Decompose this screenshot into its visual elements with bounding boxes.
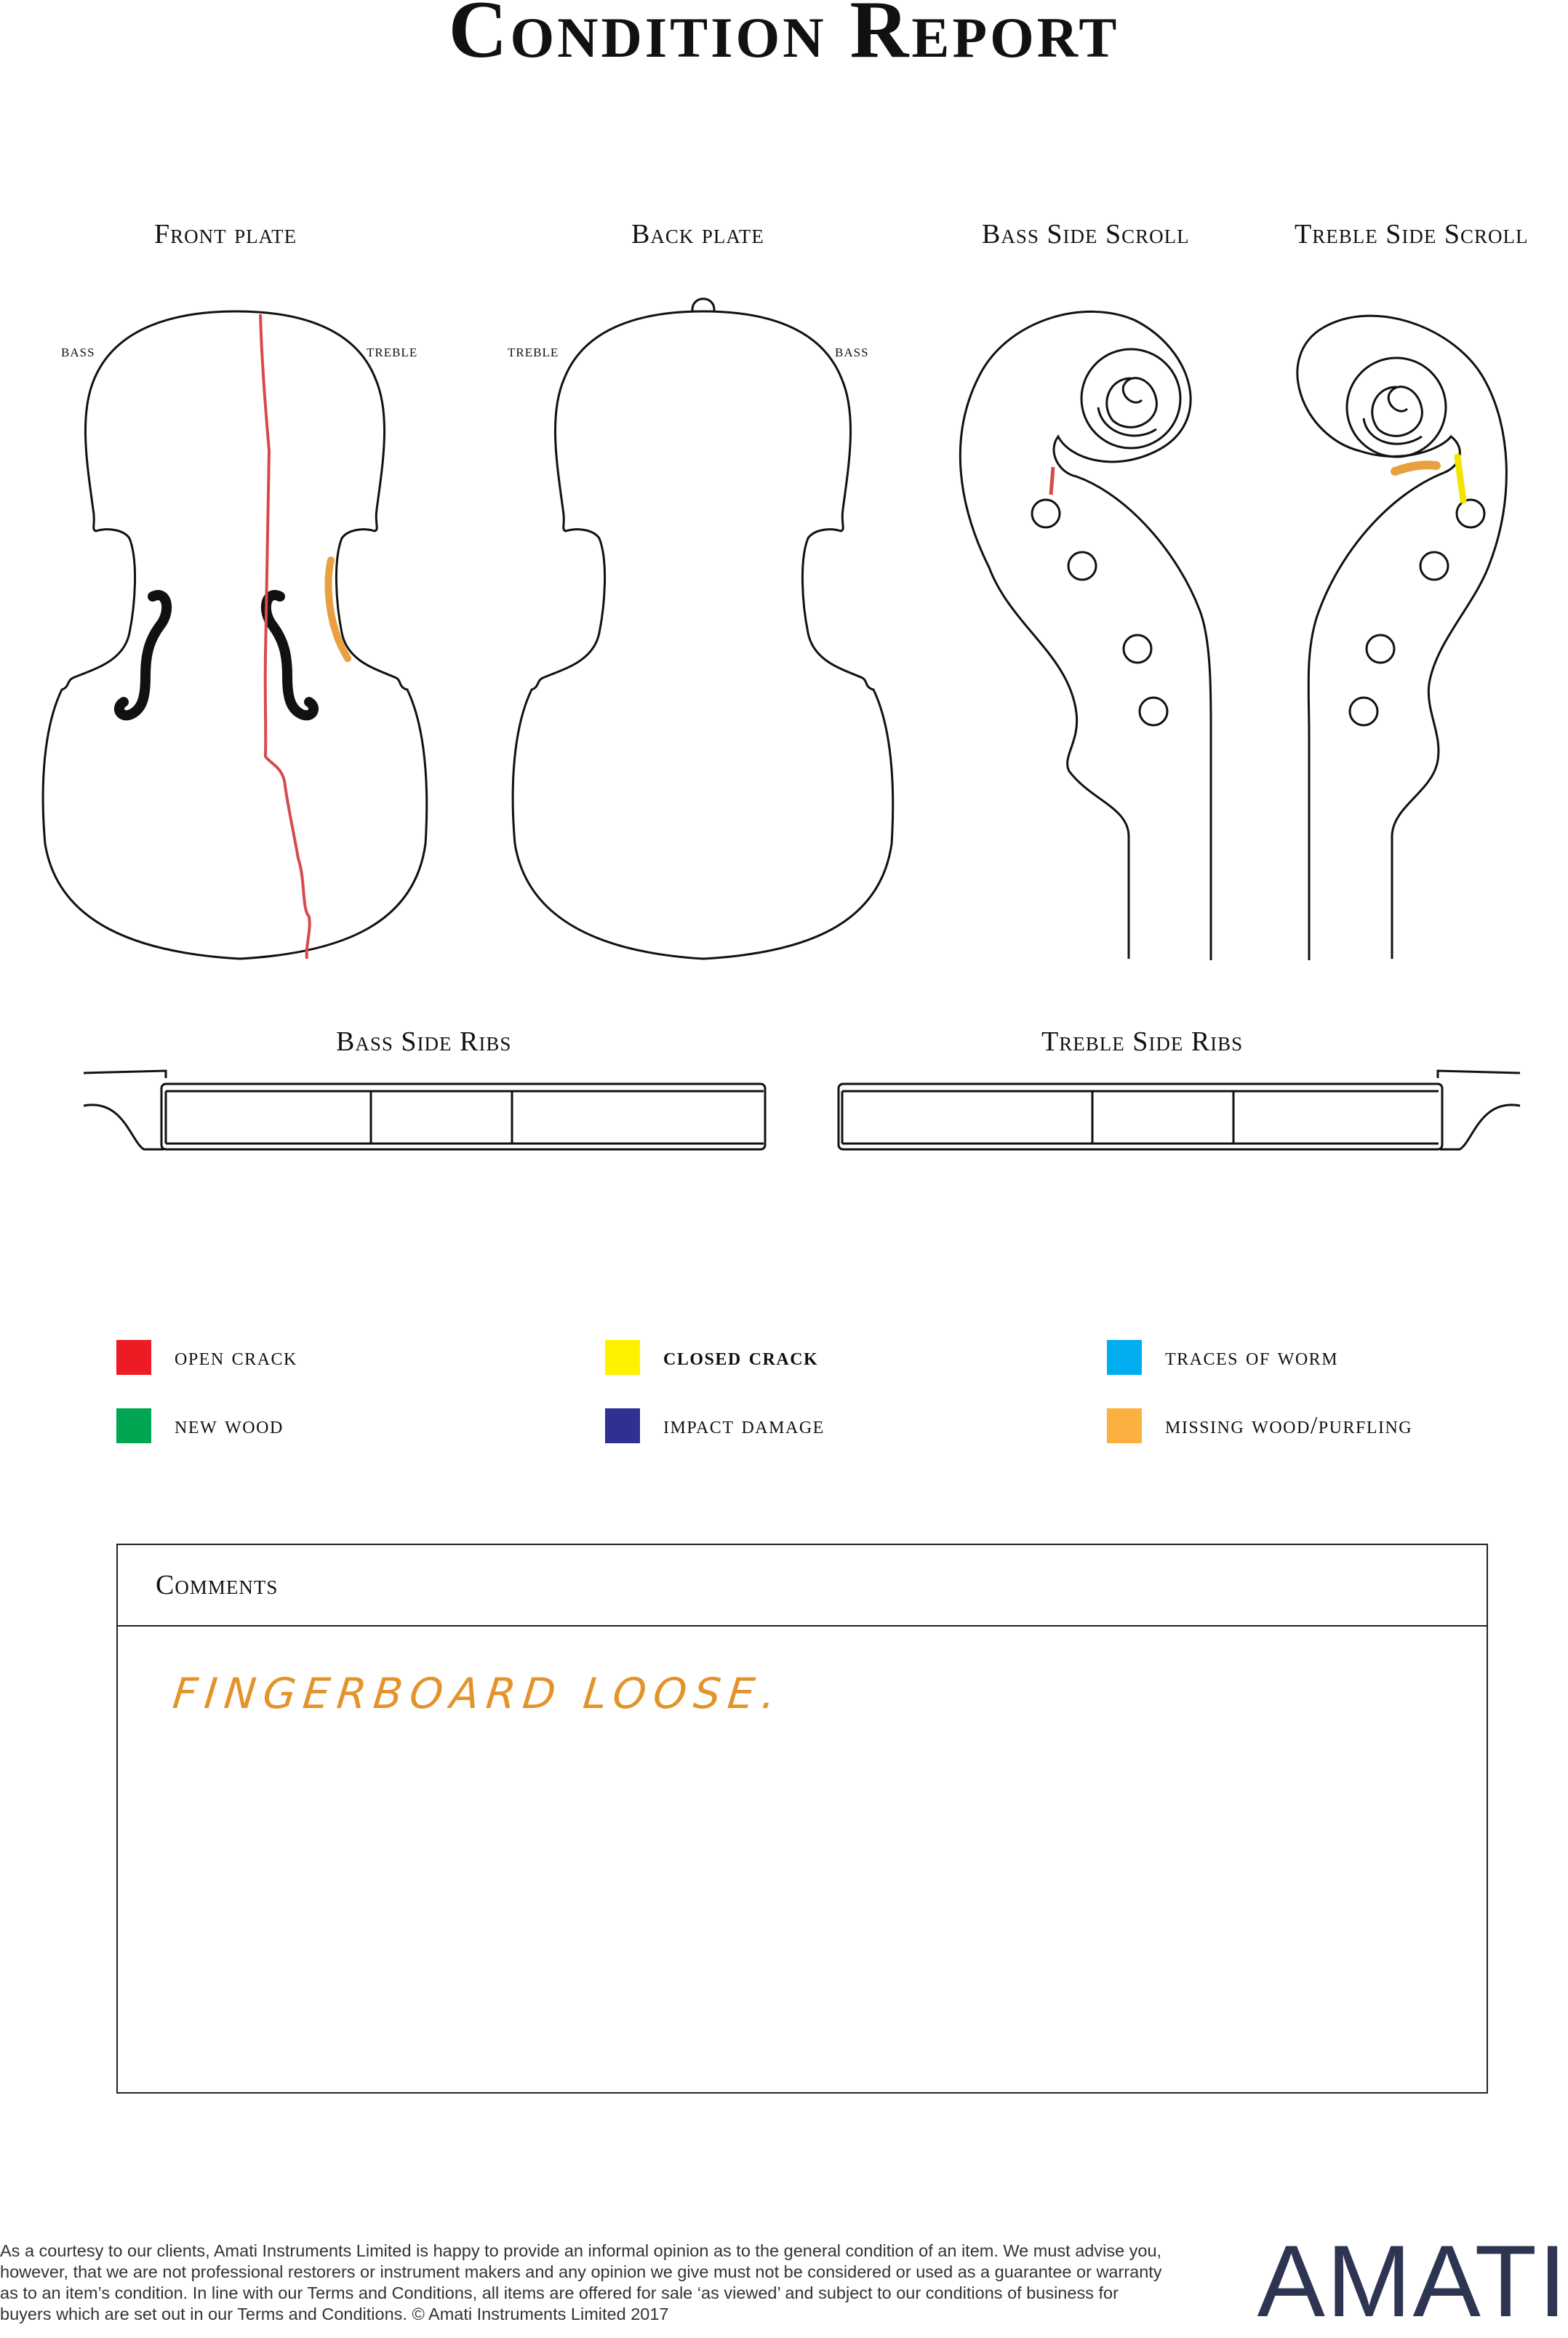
legend-impact-damage	[605, 1408, 825, 1443]
legend-new-wood	[116, 1408, 284, 1443]
comments-header: Comments	[118, 1545, 1487, 1627]
legend-swatch-missing-wood	[1107, 1408, 1142, 1443]
legend-traces-of-worm	[1107, 1340, 1338, 1375]
legend-swatch-closed-crack	[605, 1340, 640, 1375]
treble-side-ribs-outline	[839, 1071, 1520, 1149]
legend-missing-wood	[1107, 1408, 1412, 1443]
treble-side-scroll-outline	[1297, 316, 1506, 960]
legend-swatch-traces-of-worm	[1107, 1340, 1142, 1375]
comments-box	[116, 1544, 1488, 2094]
legend-swatch-impact-damage	[605, 1408, 640, 1443]
bass-scroll-crack-mark	[1051, 467, 1053, 495]
legend-label-missing-wood: missing wood/purfling	[1165, 1412, 1413, 1439]
bass-side-scroll-label: Bass Side Scroll	[982, 219, 1190, 250]
bass-side-ribs-outline	[84, 1071, 765, 1149]
back-plate-outline	[513, 299, 893, 959]
comments-handwritten-text: FINGERBOARD LOOSE.	[170, 1669, 785, 1718]
bass-side-ribs-label: Bass Side Ribs	[336, 1026, 512, 1057]
back-bass-side-label: bass	[835, 342, 869, 361]
legend-label-open-crack: open crack	[175, 1344, 297, 1371]
legend-label-closed-crack: closed crack	[663, 1344, 819, 1371]
treble-scroll-closed-crack-mark	[1457, 457, 1463, 500]
bass-side-scroll-outline	[960, 311, 1211, 960]
treble-side-scroll-label: Treble Side Scroll	[1295, 219, 1529, 250]
legend-open-crack	[116, 1340, 297, 1375]
page-title: Condition Report	[448, 0, 1120, 75]
back-plate-label: Back plate	[631, 219, 764, 250]
front-treble-side-label: treble	[367, 342, 418, 361]
legend-label-impact-damage: impact damage	[663, 1412, 825, 1439]
legend-label-new-wood: new wood	[175, 1412, 284, 1439]
legend-swatch-new-wood	[116, 1408, 151, 1443]
legend-closed-crack	[605, 1340, 818, 1375]
treble-side-ribs-label: Treble Side Ribs	[1041, 1026, 1244, 1057]
treble-scroll-missing-wood-mark	[1395, 465, 1436, 471]
amati-logo: AMATI	[1257, 2224, 1568, 2338]
legend-label-traces-of-worm: traces of worm	[1165, 1344, 1339, 1371]
back-treble-side-label: treble	[508, 342, 559, 361]
front-plate-label: Front plate	[154, 219, 297, 250]
legend-swatch-open-crack	[116, 1340, 151, 1375]
front-bass-side-label: bass	[61, 342, 95, 361]
disclaimer-text: As a courtesy to our clients, Amati Instruments Limited is happy to provide an informal opinion as to the general condition of an item. We must advise you, however, that we are not professional restorers or instrument makers and any opinion we give must not be considered or used as a guarantee or warranty as to an item’s condition. In line with our Terms and Conditions, all items are offered for sale ‘as viewed’ and subject to our conditions of business for buyers which are set out in our Terms and Conditions. © Amati Instruments Limited 2017	[0, 2241, 1162, 2323]
front-plate-outline	[43, 311, 427, 959]
